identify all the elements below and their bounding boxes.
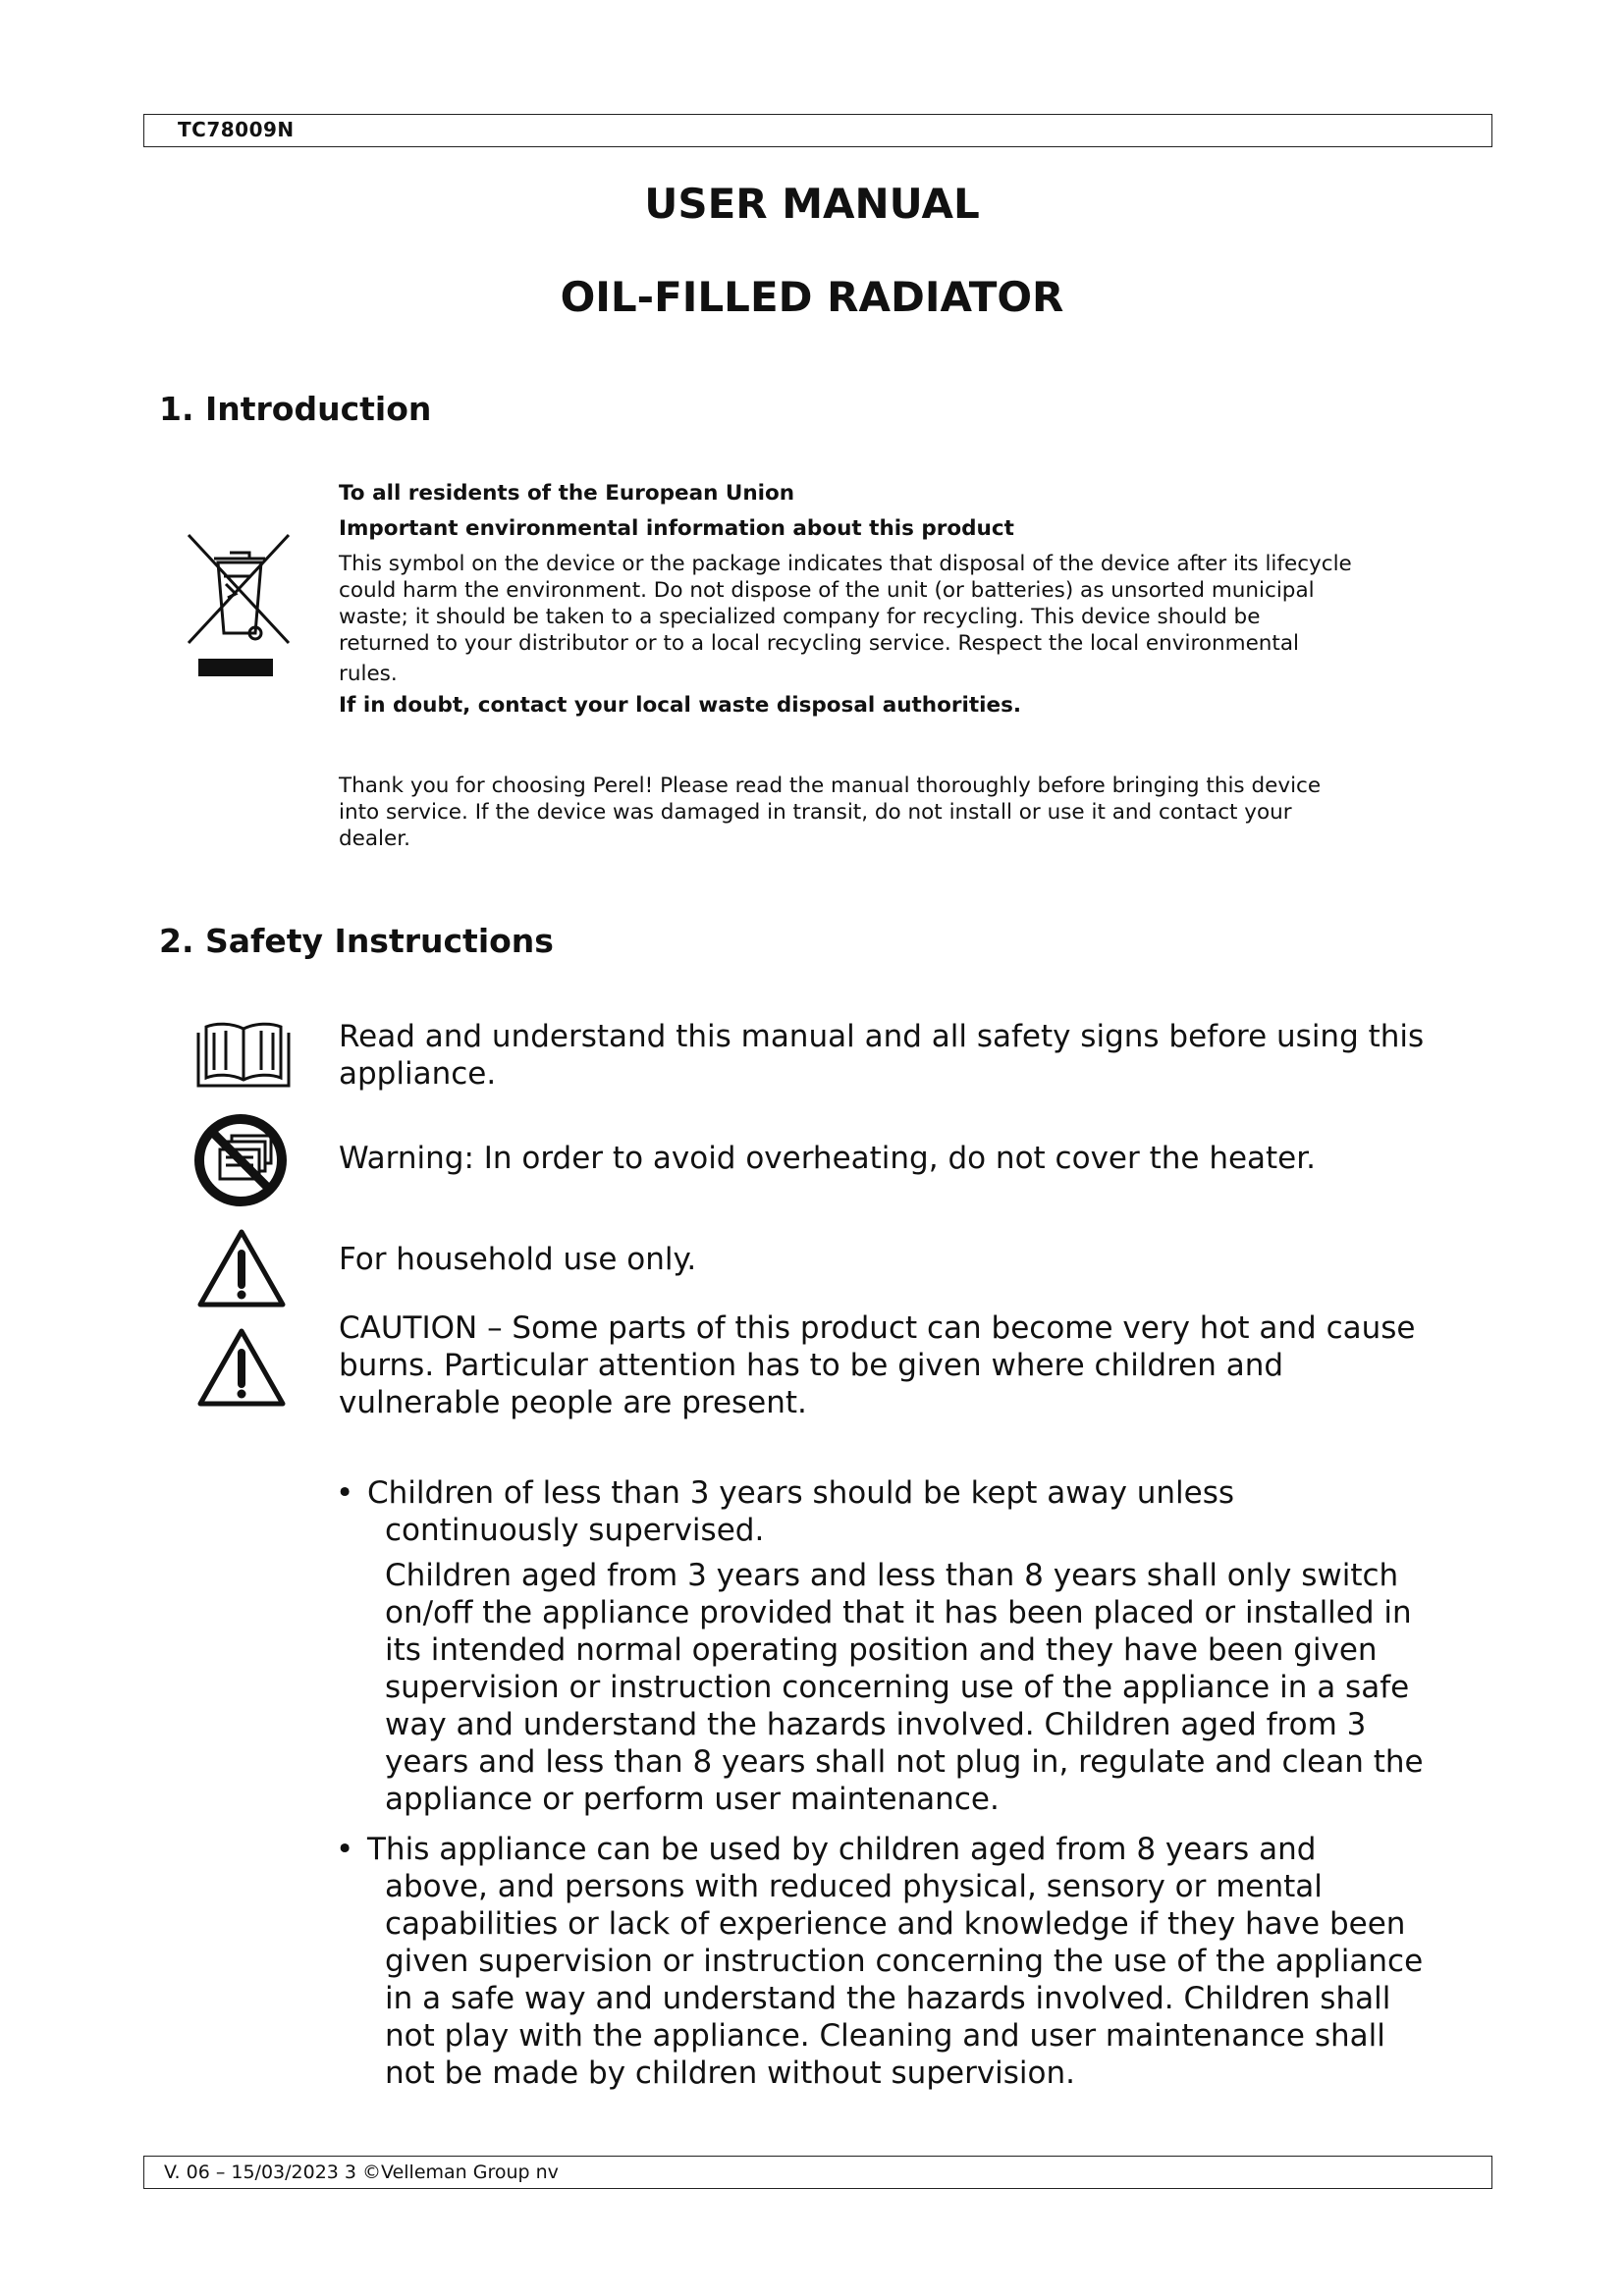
bullet-dot: •	[336, 1832, 354, 1867]
thanks-paragraph	[339, 773, 1468, 852]
bullet-line: on/off the appliance provided that it has been placed or installed in	[385, 1595, 1412, 1630]
bullet-line: above, and persons with reduced physical, sensory or mental	[385, 1869, 1323, 1904]
bullet-line: not be made by children without supervision.	[385, 2056, 1076, 2091]
do-not-cover-icon	[192, 1112, 289, 1208]
bullet-line: in a safe way and understand the hazards involved. Children shall	[385, 1981, 1391, 2016]
thanks-line: Thank you for choosing Perel! Please read the manual thoroughly before bringing this device	[339, 774, 1322, 798]
env-line: rules.	[339, 662, 398, 686]
caution-instruction	[339, 1309, 1468, 1421]
introduction-heading: 1. Introduction	[159, 390, 432, 428]
safety-heading: 2. Safety Instructions	[159, 922, 554, 960]
env-line: This symbol on the device or the package indicates that disposal of the device after its lifecycle	[339, 552, 1352, 576]
footer-box	[143, 2156, 1492, 2189]
bullet-dot: •	[336, 1475, 354, 1511]
bullet-line: years and less than 8 years shall not plug in, regulate and clean the	[385, 1744, 1424, 1780]
thanks-line: into service. If the device was damaged in transit, do not install or use it and contact your	[339, 800, 1292, 825]
env-line: could harm the environment. Do not dispose of the unit (or batteries) as unsorted municipal	[339, 578, 1315, 603]
bullet-line: its intended normal operating position and they have been given	[385, 1632, 1378, 1668]
bullet-line: continuously supervised.	[385, 1513, 765, 1548]
model-number: TC78009N	[178, 118, 295, 141]
bullet-line: This appliance can be used by children aged from 8 years and	[367, 1832, 1317, 1867]
eu-notice	[339, 480, 1468, 719]
read-manual-instruction	[339, 1018, 1468, 1093]
warning-instruction: Warning: In order to avoid overheating, do not cover the heater.	[339, 1141, 1317, 1176]
env-line: returned to your distributor or to a local recycling service. Respect the local environmental	[339, 631, 1300, 656]
bullet-line: way and understand the hazards involved. Children aged from 3	[385, 1707, 1367, 1742]
warning-triangle-icon	[196, 1228, 287, 1308]
weee-bin-icon	[185, 525, 295, 682]
caution-line: burns. Particular attention has to be given where children and	[339, 1348, 1284, 1383]
document-title: USER MANUAL	[644, 180, 980, 228]
document-subtitle: OIL-FILLED RADIATOR	[560, 273, 1064, 321]
caution-triangle-icon	[196, 1327, 287, 1408]
bullet-line: given supervision or instruction concerning the use of the appliance	[385, 1944, 1424, 1979]
footer-text: V. 06 – 15/03/2023 3 ©Velleman Group nv	[164, 2162, 559, 2183]
bullet-line: Children of less than 3 years should be kept away unless	[367, 1475, 1235, 1511]
thanks-line: dealer.	[339, 827, 410, 851]
manual-book-icon	[196, 1019, 291, 1088]
eu-title: To all residents of the European Union	[339, 481, 795, 506]
bullet-line: Children aged from 3 years and less than 8 years shall only switch	[385, 1558, 1399, 1593]
read-line: Read and understand this manual and all safety signs before using this	[339, 1019, 1425, 1054]
caution-line: vulnerable people are present.	[339, 1385, 807, 1420]
env-line: waste; it should be taken to a specialized company for recycling. This device should be	[339, 605, 1261, 629]
household-instruction: For household use only.	[339, 1242, 697, 1277]
bullet-children-over-8	[336, 1831, 1475, 2092]
doubt-notice: If in doubt, contact your local waste disposal authorities.	[339, 693, 1022, 718]
bullet-children-under-3	[336, 1474, 1475, 1818]
env-title: Important environmental information about this product	[339, 516, 1014, 541]
read-line: appliance.	[339, 1056, 497, 1092]
header-box	[143, 114, 1492, 147]
bullet-line: appliance or perform user maintenance.	[385, 1782, 1000, 1817]
bullet-line: supervision or instruction concerning use of the appliance in a safe	[385, 1670, 1410, 1705]
bullet-line: capabilities or lack of experience and knowledge if they have been	[385, 1906, 1406, 1942]
bullet-line: not play with the appliance. Cleaning and user maintenance shall	[385, 2018, 1385, 2054]
caution-line: CAUTION – Some parts of this product can become very hot and cause	[339, 1310, 1416, 1346]
